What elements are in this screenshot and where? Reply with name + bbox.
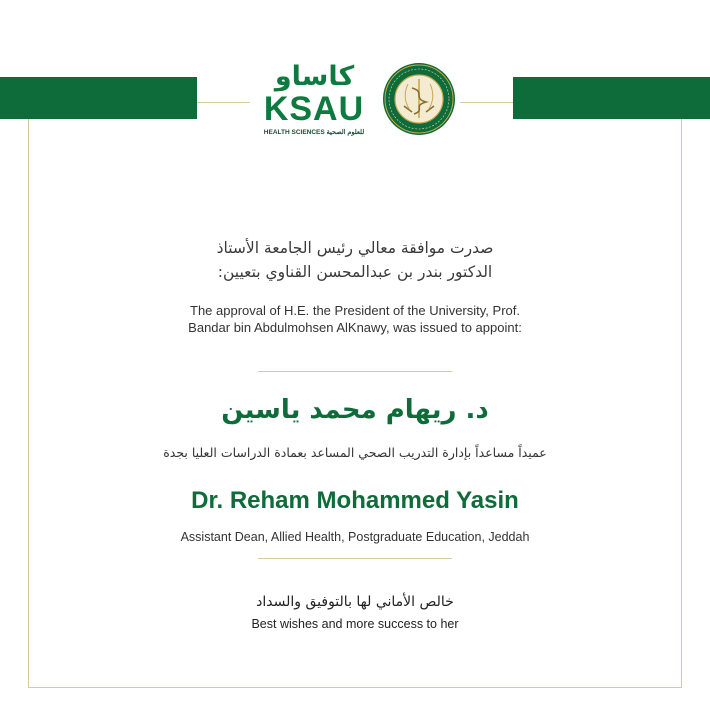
- divider-bottom: [258, 558, 452, 559]
- header-band-right: [513, 77, 710, 119]
- ksau-logo: [250, 58, 460, 144]
- logo-arabic-text: كاساو: [274, 61, 355, 92]
- logo-english-text: KSAU: [263, 90, 365, 128]
- arabic-announcement-heading: [80, 236, 630, 284]
- header-band-left: [0, 77, 197, 119]
- arabic-heading-line-2: الدكتور بندر بن عبدالمحسن القناوي بتعيين:: [217, 263, 493, 281]
- appointee-title-english: Assistant Dean, Allied Health, Postgraduate Education, Jeddah: [180, 530, 530, 544]
- english-announcement-heading: [80, 302, 630, 336]
- divider-top: [258, 371, 452, 372]
- english-heading-line-1: The approval of H.E. the President of the University, Prof.: [190, 303, 520, 318]
- arabic-heading-line-1: صدرت موافقة معالي رئيس الجامعة الأستاذ: [216, 239, 494, 257]
- closing-wish-english: Best wishes and more success to her: [251, 617, 459, 631]
- logo-subtitle: HEALTH SCIENCES للعلوم الصحية: [263, 129, 365, 136]
- english-heading-line-2: Bandar bin Abdulmohsen AlKnawy, was issued to appoint:: [188, 320, 522, 335]
- appointee-name-arabic: د. ريهام محمد ياسين: [221, 395, 489, 425]
- closing-wish-arabic: خالص الأماني لها بالتوفيق والسداد: [256, 594, 454, 610]
- appointee-title-arabic: عميداً مساعداً بإدارة التدريب الصحي المساعد بعمادة الدراسات العليا بجدة: [163, 445, 547, 460]
- appointee-name-english: Dr. Reham Mohammed Yasin: [191, 487, 519, 514]
- university-seal-icon: [382, 62, 456, 136]
